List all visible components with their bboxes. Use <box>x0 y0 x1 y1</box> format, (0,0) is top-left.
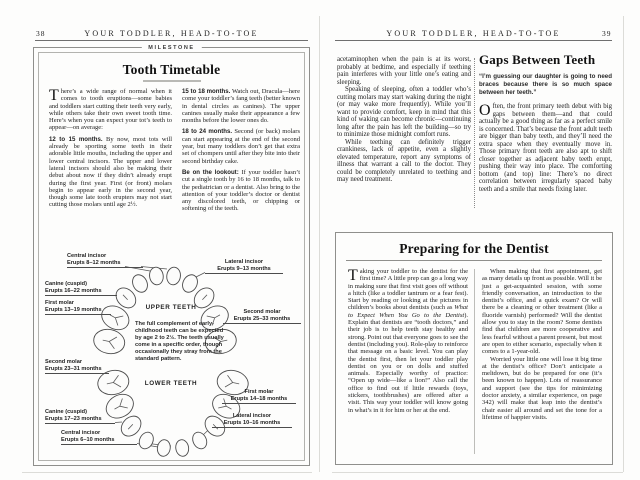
gaps-section <box>479 52 612 193</box>
milestone-entry-3 <box>182 169 300 213</box>
page-number-left: 38 <box>36 29 46 38</box>
dentist-left-text-a: aking your toddler to the dentist for the first time? A little prep can go a long way in making sure that first visit goes off without a hitch (like a toddler tantrum or a fear fest). Start by reading or looking at the pictures in children’s books about dentists (such as <box>348 268 468 312</box>
entry-3-text: If your toddler hasn’t cut a single tooth by 16 to 18 months, talk to the pediatrician or a dentist. Also bring to the attention of your toddler’s doctor or dentist any discolored teeth, or chipping or softening of the teeth. <box>182 168 300 213</box>
dentist-right-paragraph-2: Worried your little one will lose it big time at the dentist’s office? Don’t anticipate a meltdown, but do be prepared for one (it’s been known to happen). Lots of reassurance and support (see the tips for minimizing doctor anxiety, a similar experience, on page 342) will make that leap into the dentist’s chair easier all around and set the tone for a lifetime of happier visits. <box>482 355 602 421</box>
milestone-box <box>33 47 310 466</box>
dentist-box-column-divider <box>474 269 475 454</box>
lower-second-molar-erupts: Erupts 23–31 months <box>45 365 102 372</box>
lower-lateral-name: Lateral incisor <box>232 413 272 419</box>
lower-central-name: Central incisor <box>61 430 101 436</box>
right-page-column-divider <box>474 58 475 208</box>
upper-central-erupts: Erupts 8–12 months <box>67 259 121 266</box>
milestone-column-right <box>182 88 300 213</box>
page-number-right: 39 <box>602 29 612 38</box>
running-head-right: YOUR TODDLER, HEAD-TO-TOE <box>386 29 561 38</box>
lower-canine-erupts: Erupts 17–23 months <box>45 415 102 422</box>
lower-teeth-label: LOWER TEETH <box>144 380 198 387</box>
gaps-quote: “I’m guessing our daughter is going to need braces because there is so much space between her teeth.” <box>479 73 612 96</box>
upper-canine-erupts: Erupts 16–22 months <box>45 287 102 294</box>
intro-dropcap: T <box>49 87 59 104</box>
entry-1-lead: 15 to 18 months. <box>182 88 231 95</box>
dentist-left-text-b: ). Explain that dentists are “tooth doctors,” and their job is to help teeth stay healthy and strong. Point out that everyone goes to see the dentist (including you). Role-play to reinforce that message on a basic level. You can play the dentist first, then let your toddler play dentist on you or on dolls and stuffed animals. Especially worthy of practice: “Open up wide—like a lion!” Also call the office to find out if little rewards (toys, stickers, toothbrushes) are offered after a visit. This way your toddler will know going in what’s in it for him or her at the end. <box>348 311 468 414</box>
dentist-box <box>335 232 613 465</box>
intro-text: here’s a wide range of normal when it comes to tooth eruptions—some babies and toddlers start cutting their teeth very early, while others take their own sweet tooth time. Here’s when you can expect your tot’s teeth to appear—on average: <box>49 88 172 132</box>
upper-second-molar-erupts: Erupts 25–33 months <box>233 315 291 322</box>
milestone-title-rule <box>143 80 201 82</box>
tooth-label-lower-lateral <box>212 413 292 428</box>
tooth-label-upper-central <box>67 253 143 268</box>
teething-column <box>337 56 471 184</box>
entry-2-lead: 18 to 24 months. <box>182 128 233 136</box>
lower-first-molar-name: First molar <box>244 389 274 395</box>
upper-second-molar-name: Second molar <box>243 309 281 315</box>
page-gutter-line <box>319 16 320 472</box>
milestone-column-left <box>49 88 172 209</box>
entry-1-text: Watch out, Dracula—here come your toddler’s fang teeth (better known in dental circles as canines). The upper canines usually make their appearance a few months before the lower ones do. <box>182 88 300 125</box>
right-page-bottom-edge <box>332 472 623 473</box>
upper-first-molar-erupts: Erupts 13–19 months <box>45 306 102 313</box>
milestone-entry-1 <box>182 88 300 124</box>
tooth-label-lower-second-molar <box>45 359 109 374</box>
milestone-tab: MILESTONE <box>141 44 201 52</box>
entry-0-text: By now, most tots will already be sporting some teeth in their adorable little mouths, including the upper and lower central incisors. The upper and lower lateral incisors should also be making their debut about now if they didn’t already erupt during the first year. First (or front) molars begin to appear early in the second year, though some late tooth erupters may not start cutting those molars until age 2½. <box>49 135 172 209</box>
dentist-box-column-right <box>482 268 602 421</box>
tooth-label-lower-canine <box>45 409 115 424</box>
teething-paragraph-2: Speaking of sleeping, often a toddler who’s cutting molars may start waking during the night (or may wake more frequently). While you’ll want to provide comfort, keep in mind that this kind of waking can become chronic—continuing long after the pain has left the building—so try to minimize those midnight comfort runs. <box>337 86 471 138</box>
dentist-left-paragraph <box>348 268 468 414</box>
tooth-label-lower-central <box>61 430 137 445</box>
upper-teeth-label: UPPER TEETH <box>145 304 197 311</box>
right-page-edge-line <box>623 16 624 472</box>
upper-canine-name: Canine (cuspid) <box>45 281 87 287</box>
tooth-diagram <box>45 249 302 462</box>
tooth-label-lower-first-molar <box>222 389 296 404</box>
entry-2-text: Second (or back) molars can start appearing at the end of the second year, but many toddlers don’t get that extra set of chompers until after they bite into their second birthday cake. <box>182 128 300 165</box>
milestone-inner-border <box>38 52 305 461</box>
lower-first-molar-erupts: Erupts 14–18 months <box>230 395 288 402</box>
entry-3-lead: Be on the lookout: <box>182 168 239 176</box>
lower-second-molar-name: Second molar <box>45 359 82 365</box>
header-rule-right <box>335 40 612 41</box>
gaps-body-text: ften, the front primary teeth debut with big gaps between them—and that could actually be a good thing as far as a perfect smile is concerned. That’s because the front adult teeth are bigger than baby teeth, and they’ll need the extra space when they eventually move in. Those primary front teeth are also apt to shift closer together as adjacent baby teeth erupt, pushing their way into place. The comforting bottom (and top) line: There’s no direct correlation between irregularly spaced baby teeth and a smile that needs fixing later. <box>479 103 612 193</box>
header-rule-left <box>35 40 308 41</box>
tooth-label-upper-first-molar <box>45 300 111 315</box>
tooth-label-upper-canine <box>45 281 117 296</box>
entry-0-lead: 12 to 15 months. <box>49 135 103 143</box>
gaps-body <box>479 103 612 193</box>
lower-central-erupts: Erupts 6–10 months <box>61 436 115 443</box>
diagram-center-note: The full complement of early-childhood teeth can be expected by age 2 to 2½. The teeth usually come in a specific order, though occasionally they stray from the standard pattern. <box>135 321 224 363</box>
lower-lateral-erupts: Erupts 10–16 months <box>223 419 281 426</box>
gaps-dropcap: O <box>479 102 491 119</box>
dentist-box-title: Preparing for the Dentist <box>399 241 549 256</box>
gaps-heading: Gaps Between Teeth <box>479 52 596 67</box>
upper-lateral-name: Lateral incisor <box>224 259 264 265</box>
upper-first-molar-name: First molar <box>45 300 74 306</box>
tooth-label-upper-lateral <box>205 259 283 274</box>
dentist-dropcap: T <box>348 267 358 284</box>
running-head-left: YOUR TODDLER, HEAD-TO-TOE <box>84 29 259 38</box>
upper-lateral-erupts: Erupts 9–13 months <box>217 265 271 272</box>
lower-canine-name: Canine (cuspid) <box>45 409 87 415</box>
dentist-right-paragraph-1: When making that first appointment, get as many details up front as possible. Will it be just a get-acquainted session, with some friendly conversation, an introduction to the dentist’s office, and a quick exam? Or will there be a cleaning or other treatment (like a fluoride varnish) performed? Will the dentist allow you to stay in the room? Some dentists find that children are more cooperative and less fearful without a parent present, but most are open to either scenario, especially when it comes to a 1-year-old. <box>482 268 602 356</box>
teething-paragraph-1: acetaminophen when the pain is at its worst, probably at bedtime, and especially if teething pain interferes with your little one’s eating and sleeping. <box>337 56 471 86</box>
upper-central-name: Central incisor <box>67 253 107 259</box>
milestone-title: Tooth Timetable <box>122 62 221 77</box>
left-page-bottom-edge <box>22 472 312 473</box>
dentist-box-column-left <box>348 268 468 414</box>
dentist-box-title-rule <box>346 260 602 261</box>
milestone-intro <box>49 88 172 132</box>
tooth-label-upper-second-molar <box>223 309 301 324</box>
milestone-entry-0 <box>49 136 172 209</box>
dentist-book-title: What to Expect When You Go to the Dentist <box>348 304 468 319</box>
teething-paragraph-3: While teething can definitely trigger crankiness, lack of appetite, even a slightly elevated temperature, report any symptoms of illness that warrant a call to the doctor. They could be completely unrelated to teething and may need treatment. <box>337 138 471 183</box>
milestone-entry-2 <box>182 128 300 164</box>
